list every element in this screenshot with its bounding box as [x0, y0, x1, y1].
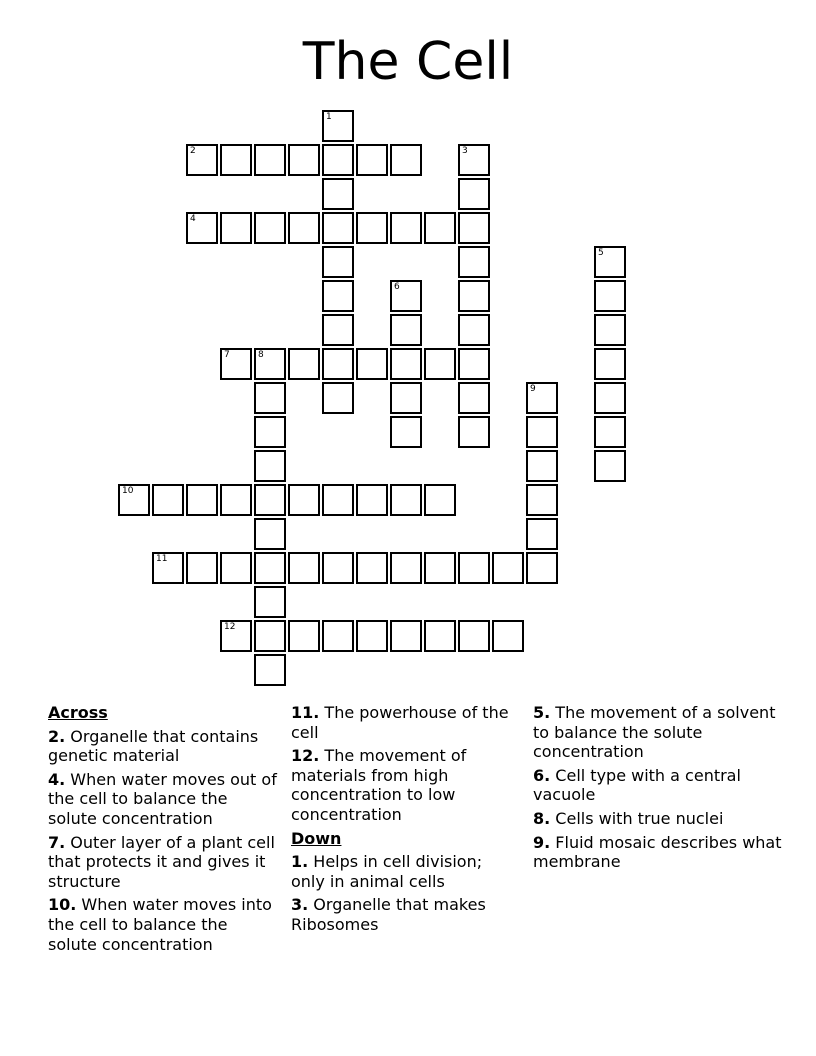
grid-cell[interactable]	[322, 620, 354, 652]
grid-cell[interactable]	[492, 620, 524, 652]
grid-cell[interactable]	[356, 620, 388, 652]
cell-number: 8	[258, 350, 264, 360]
grid-cell[interactable]	[220, 144, 252, 176]
grid-cell[interactable]	[322, 484, 354, 516]
grid-cell[interactable]	[322, 178, 354, 210]
grid-cell[interactable]	[594, 416, 626, 448]
clues-column-1	[48, 703, 280, 958]
grid-cell[interactable]	[322, 314, 354, 346]
grid-cell[interactable]	[152, 484, 184, 516]
cell-number: 6	[394, 282, 400, 292]
grid-cell[interactable]	[186, 484, 218, 516]
grid-cell[interactable]	[390, 620, 422, 652]
grid-cell[interactable]	[526, 552, 558, 584]
grid-cell[interactable]	[424, 552, 456, 584]
grid-cell[interactable]	[322, 212, 354, 244]
clue-text: The movement of materials from high concentration to low concentration	[291, 746, 467, 824]
clue-number: 10.	[48, 895, 77, 915]
grid-cell[interactable]	[254, 654, 286, 686]
grid-cell[interactable]	[458, 178, 490, 210]
grid-cell[interactable]	[526, 518, 558, 550]
clue-number: 6.	[533, 765, 551, 785]
clue-item	[291, 895, 513, 934]
clue-text: Outer layer of a plant cell that protects it and gives it structure	[48, 832, 275, 891]
clue-item	[533, 766, 783, 805]
grid-cell[interactable]	[322, 382, 354, 414]
clue-text: When water moves out of the cell to balance the solute concentration	[48, 769, 277, 828]
grid-cell[interactable]	[356, 144, 388, 176]
grid-cell[interactable]	[254, 212, 286, 244]
grid-cell[interactable]	[594, 450, 626, 482]
grid-cell[interactable]	[594, 314, 626, 346]
grid-cell[interactable]	[594, 348, 626, 380]
grid-cell[interactable]	[186, 552, 218, 584]
puzzle-title: The Cell	[302, 32, 514, 92]
clue-text: The powerhouse of the cell	[291, 703, 509, 742]
grid-cell[interactable]	[254, 450, 286, 482]
grid-cell[interactable]	[322, 280, 354, 312]
grid-cell[interactable]	[390, 314, 422, 346]
clue-number: 12.	[291, 746, 320, 766]
clue-text: Fluid mosaic describes what membrane	[533, 832, 782, 872]
clue-item	[48, 895, 280, 954]
grid-cell[interactable]	[288, 348, 320, 380]
clue-text: When water moves into the cell to balance the solute concentration	[48, 895, 272, 954]
grid-cell[interactable]	[220, 552, 252, 584]
grid-cell[interactable]	[220, 620, 252, 652]
grid-cell[interactable]	[526, 450, 558, 482]
cell-number: 4	[190, 214, 196, 224]
grid-cell[interactable]	[322, 348, 354, 380]
grid-cell[interactable]	[594, 280, 626, 312]
grid-cell[interactable]	[424, 348, 456, 380]
grid-cell[interactable]	[254, 348, 286, 380]
grid-cell[interactable]	[288, 212, 320, 244]
clue-item	[291, 852, 513, 891]
cell-number: 2	[190, 146, 196, 156]
clue-number: 1.	[291, 852, 309, 872]
grid-cell[interactable]	[254, 586, 286, 618]
grid-cell[interactable]	[526, 416, 558, 448]
grid-cell[interactable]	[356, 552, 388, 584]
clue-text: Helps in cell division; only in animal cells	[291, 852, 483, 891]
grid-cell[interactable]	[458, 348, 490, 380]
grid-cell[interactable]	[288, 552, 320, 584]
clue-number: 11.	[291, 703, 320, 722]
grid-cell[interactable]	[254, 382, 286, 414]
grid-cell[interactable]	[118, 484, 150, 516]
clue-item	[533, 809, 783, 829]
grid-cell[interactable]	[458, 382, 490, 414]
clue-item	[291, 746, 513, 824]
clue-heading: Across	[48, 703, 108, 722]
grid-cell[interactable]	[526, 484, 558, 516]
cell-number: 3	[462, 146, 468, 156]
grid-cell[interactable]	[220, 212, 252, 244]
grid-cell[interactable]	[424, 212, 456, 244]
grid-cell[interactable]	[254, 552, 286, 584]
clue-number: 2.	[48, 726, 66, 746]
grid-cell[interactable]	[390, 416, 422, 448]
grid-cell[interactable]	[492, 552, 524, 584]
grid-cell[interactable]	[288, 144, 320, 176]
clue-text: Cell type with a central vacuole	[533, 765, 741, 805]
cell-number: 1	[326, 112, 332, 122]
grid-cell[interactable]	[458, 280, 490, 312]
clues-column-2	[291, 703, 513, 939]
grid-cell[interactable]	[458, 620, 490, 652]
grid-cell[interactable]	[254, 518, 286, 550]
grid-cell[interactable]	[254, 416, 286, 448]
clue-number: 5.	[533, 703, 551, 722]
clue-text: The movement of a solvent to balance the solute concentration	[533, 703, 776, 762]
clue-number: 4.	[48, 769, 66, 789]
grid-cell[interactable]	[458, 314, 490, 346]
grid-cell[interactable]	[526, 382, 558, 414]
clue-heading: Down	[291, 828, 342, 848]
grid-cell[interactable]	[458, 144, 490, 176]
grid-cell[interactable]	[390, 212, 422, 244]
grid-cell[interactable]	[322, 246, 354, 278]
grid-cell[interactable]	[322, 552, 354, 584]
grid-cell[interactable]	[458, 212, 490, 244]
grid-cell[interactable]	[390, 484, 422, 516]
clue-number: 7.	[48, 832, 66, 852]
clue-item	[533, 703, 783, 762]
grid-cell[interactable]	[288, 620, 320, 652]
clue-item	[48, 770, 280, 829]
grid-cell[interactable]	[390, 144, 422, 176]
clue-number: 9.	[533, 832, 551, 852]
grid-cell[interactable]	[288, 484, 320, 516]
clue-item	[48, 833, 280, 892]
clue-text: Cells with true nuclei	[550, 808, 724, 828]
clue-item	[533, 833, 783, 872]
cell-number: 10	[122, 486, 134, 496]
clue-item	[48, 727, 280, 766]
grid-cell[interactable]	[594, 382, 626, 414]
cell-number: 9	[530, 384, 536, 394]
grid-cell[interactable]	[220, 348, 252, 380]
grid-cell[interactable]	[424, 484, 456, 516]
grid-cell[interactable]	[356, 212, 388, 244]
grid-cell[interactable]	[220, 484, 252, 516]
cell-number: 5	[598, 248, 604, 258]
cell-number: 11	[156, 554, 168, 564]
grid-cell[interactable]	[390, 348, 422, 380]
grid-cell[interactable]	[390, 280, 422, 312]
grid-cell[interactable]	[390, 382, 422, 414]
clues-column-3	[533, 703, 783, 876]
grid-cell[interactable]	[186, 144, 218, 176]
grid-cell[interactable]	[458, 552, 490, 584]
clue-number: 3.	[291, 895, 309, 915]
clue-item	[291, 703, 513, 742]
grid-cell[interactable]	[322, 110, 354, 142]
grid-cell[interactable]	[254, 620, 286, 652]
cell-number: 7	[224, 350, 230, 360]
clue-text: Organelle that makes Ribosomes	[291, 895, 486, 934]
grid-cell[interactable]	[424, 620, 456, 652]
clue-text: Organelle that contains genetic material	[48, 726, 259, 766]
grid-cell[interactable]	[594, 246, 626, 278]
grid-cell[interactable]	[186, 212, 218, 244]
cell-number: 12	[224, 622, 236, 632]
grid-cell[interactable]	[356, 348, 388, 380]
grid-cell[interactable]	[356, 484, 388, 516]
grid-cell[interactable]	[322, 144, 354, 176]
grid-cell[interactable]	[254, 484, 286, 516]
grid-cell[interactable]	[458, 416, 490, 448]
grid-cell[interactable]	[152, 552, 184, 584]
clue-number: 8.	[533, 808, 551, 828]
grid-cell[interactable]	[390, 552, 422, 584]
grid-cell[interactable]	[458, 246, 490, 278]
grid-cell[interactable]	[254, 144, 286, 176]
